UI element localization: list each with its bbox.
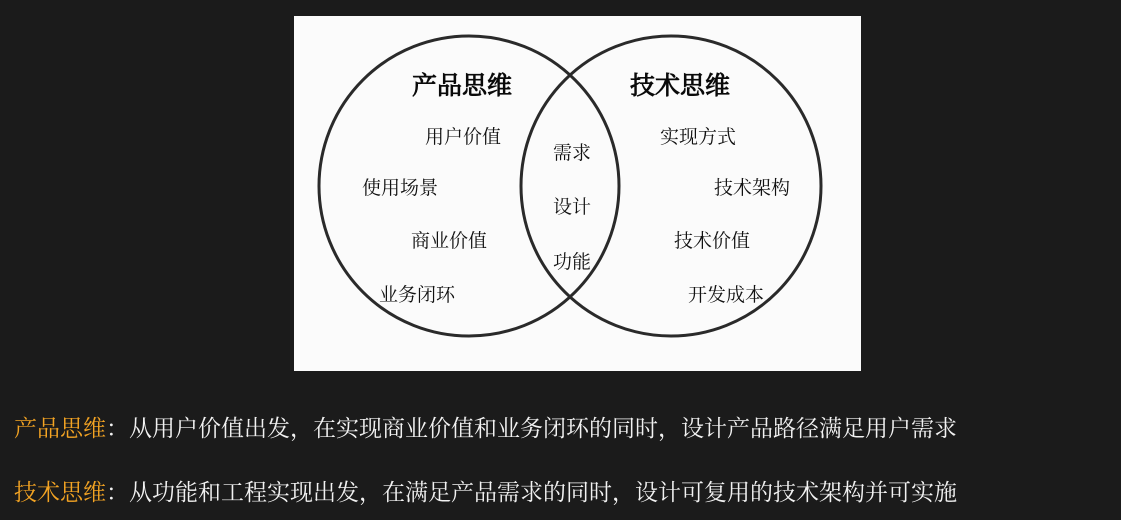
overlap-item-design: 设计 [553, 196, 592, 218]
overlap-item-function: 功能 [553, 251, 592, 273]
caption-separator: ： [106, 416, 129, 442]
tech-item-architecture: 技术架构 [714, 177, 791, 199]
caption-label: 技术思维 [14, 480, 106, 506]
tech-item-tech-value: 技术价值 [674, 230, 751, 252]
tech-item-implementation: 实现方式 [660, 126, 737, 148]
tech-item-dev-cost: 开发成本 [688, 284, 765, 306]
product-item-usage-scenario: 使用场景 [362, 177, 439, 199]
venn-diagram-card [294, 16, 861, 371]
product-thinking-title: 产品思维 [412, 71, 513, 100]
tech-thinking-title: 技术思维 [630, 71, 731, 100]
caption-separator: ： [106, 480, 129, 506]
caption-label: 产品思维 [14, 416, 106, 442]
caption-text: 从用户价值出发，在实现商业价值和业务闭环的同时，设计产品路径满足用户需求 [129, 416, 957, 442]
overlap-item-requirement: 需求 [553, 142, 592, 164]
caption-text: 从功能和工程实现出发，在满足产品需求的同时，设计可复用的技术架构并可实施 [129, 480, 957, 506]
product-item-user-value: 用户价值 [425, 126, 502, 148]
caption-tech-thinking [14, 474, 957, 507]
product-item-business-value: 商业价值 [411, 230, 488, 252]
caption-product-thinking [14, 410, 957, 443]
product-item-business-loop: 业务闭环 [379, 284, 456, 306]
